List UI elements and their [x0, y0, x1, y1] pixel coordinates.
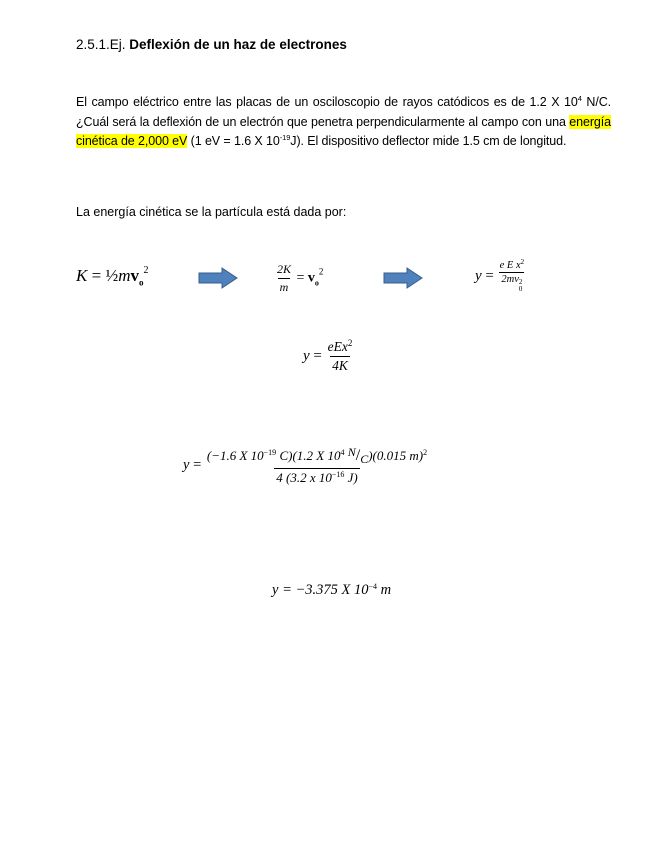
eq-symbol: y: [303, 347, 310, 364]
numerator-text: C)(1.2 X 10: [276, 448, 341, 463]
problem-statement: [76, 93, 611, 152]
fraction: [498, 260, 527, 293]
eq-sign: =: [481, 267, 498, 284]
right-arrow-icon: [383, 267, 423, 289]
problem-text-3: (1 eV = 1.6 X 10: [187, 134, 280, 148]
deflection-equation-velocity: [475, 260, 526, 293]
result-value: = −3.375 X 10: [278, 582, 369, 598]
eq-superscript: −19: [263, 448, 277, 457]
eq-subscript: 0: [518, 285, 523, 293]
eq-sign: =: [293, 270, 308, 286]
eq-superscript: 2: [347, 338, 353, 348]
eq-velocity: v: [307, 270, 315, 286]
eq-subscript: o: [314, 278, 319, 288]
eq-superscript: 4: [340, 448, 345, 457]
eq-symbol: y: [183, 456, 190, 473]
right-arrow-icon: [198, 267, 238, 289]
eq-symbol: m: [118, 266, 131, 285]
fraction: [205, 445, 429, 486]
section-heading: [76, 37, 347, 52]
eq-superscript: −4: [368, 582, 378, 591]
eq-superscript: 2: [143, 265, 149, 276]
fraction: [326, 339, 355, 374]
eq-superscript: 2: [520, 258, 525, 266]
intro-text: La energía cinética se la partícula está dada por:: [76, 205, 347, 219]
section-number: 2.5.1.Ej.: [76, 37, 126, 52]
eq-sign: =: [189, 456, 205, 473]
eq-subscript: o: [138, 277, 144, 288]
numerator: 2K: [277, 262, 292, 276]
result-equation: [272, 582, 391, 599]
numerator: [498, 260, 527, 272]
deflection-equation-energy: [303, 339, 354, 374]
numerator: [205, 445, 429, 468]
eq-sup-sub: [519, 279, 523, 293]
eq-sign: =: [309, 347, 326, 364]
numerator: [326, 339, 355, 356]
velocity-equation: [275, 262, 323, 295]
numerator-text: (−1.6 X 10: [206, 448, 264, 463]
denominator-text: J): [344, 470, 358, 485]
eq-superscript: −16: [331, 470, 345, 479]
eq-superscript: 2: [518, 278, 523, 286]
denominator-text: 2mv: [501, 274, 519, 285]
eq-velocity: v: [130, 266, 139, 285]
kinetic-energy-equation: [76, 266, 148, 287]
eq-half: ½: [105, 266, 119, 285]
eq-symbol: K: [76, 266, 88, 285]
unit-coulomb: C: [360, 452, 369, 466]
fraction: [275, 262, 293, 295]
highlighted-energy: energía cinética de 2,000 eV: [76, 114, 611, 148]
unit-newton: N: [347, 445, 356, 459]
eq-superscript: 2: [318, 266, 324, 277]
eq-sign: =: [87, 266, 106, 285]
numerator-text: e E x: [499, 260, 521, 271]
problem-text-2: N/C. ¿Cuál será la deflexión de un electrón que penetra perpendicularmente al campo con una: [76, 95, 611, 129]
eq-symbol: y: [475, 267, 482, 284]
unit-slash: /: [355, 447, 361, 464]
numerator-text: eEx: [327, 339, 348, 354]
denominator: [274, 468, 359, 486]
problem-text-1: El campo eléctrico entre las placas de un osciloscopio de rayos catódicos es de 1.2 X 10: [76, 95, 578, 109]
result-unit: m: [377, 582, 392, 598]
denominator: 4K: [332, 358, 348, 373]
eq-symbol: y: [272, 582, 279, 598]
denominator: [499, 272, 524, 293]
eq-superscript: 2: [423, 448, 428, 457]
denominator: m: [279, 280, 289, 294]
exponent: 4: [577, 94, 582, 103]
substituted-equation: [183, 445, 429, 486]
denominator-text: 4 (3.2 x 10: [276, 470, 332, 485]
section-title: Deflexión de un haz de electrones: [129, 37, 347, 52]
problem-text-4: J). El dispositivo deflector mide 1.5 cm de longitud.: [290, 134, 567, 148]
exponent: -19: [279, 133, 291, 142]
numerator-text: )(0.015 m): [368, 448, 424, 463]
